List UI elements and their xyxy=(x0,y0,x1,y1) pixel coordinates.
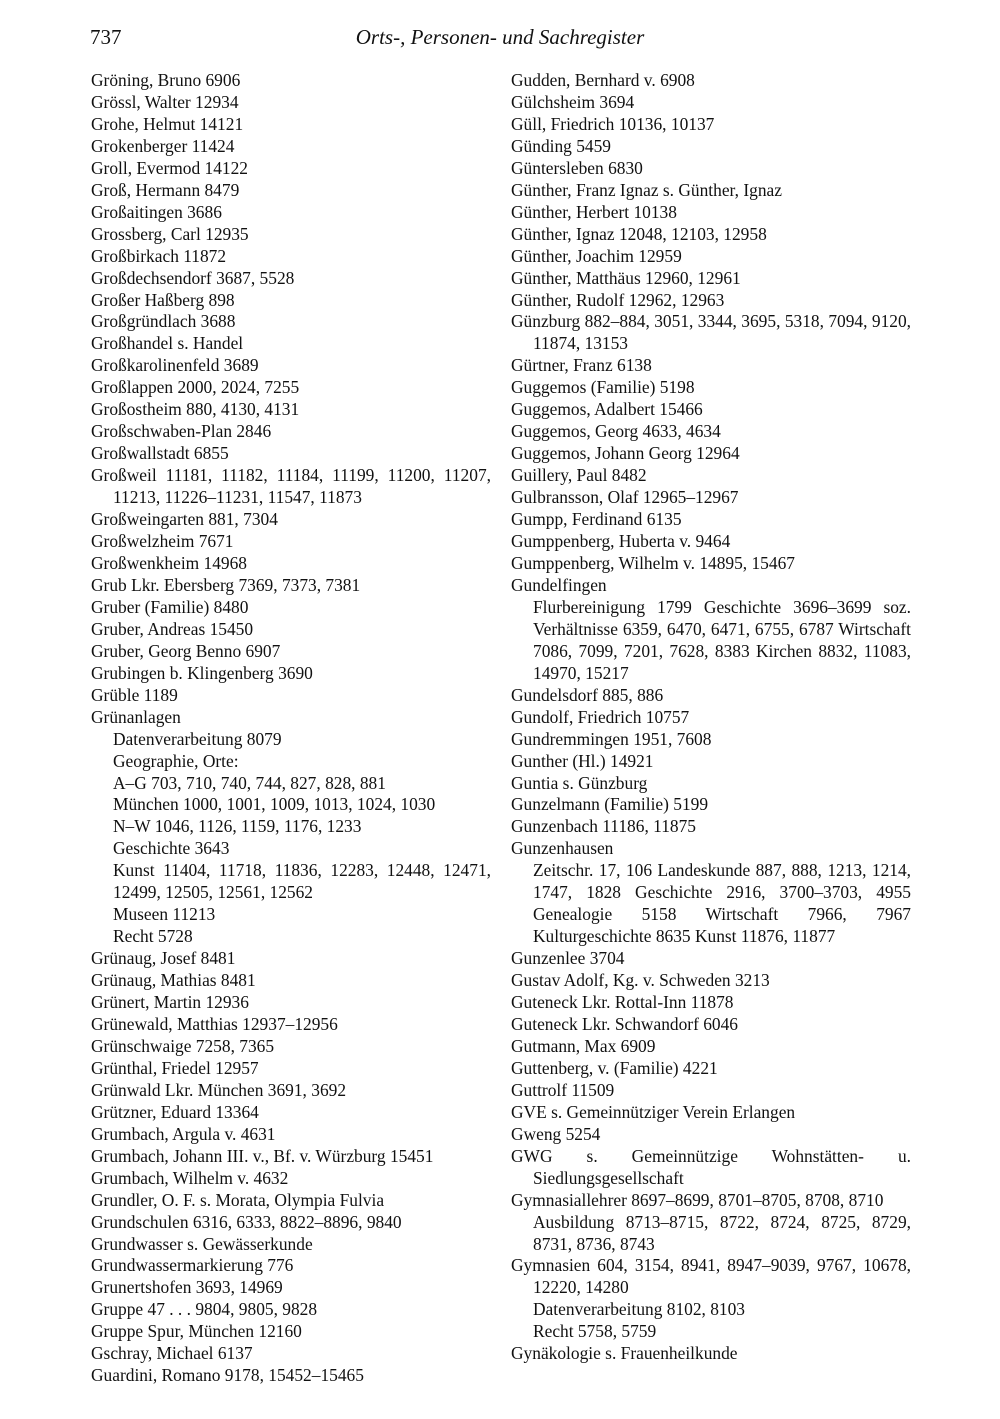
index-entry: Günther, Franz Ignaz s. Günther, Ignaz xyxy=(511,179,782,200)
index-entry: Großdechsendorf 3687, 5528 xyxy=(91,267,295,288)
index-entry: Groll, Evermod 14122 xyxy=(91,157,248,178)
index-entry: Großweil 11181, 11182, 11184, 11199, 11200, 11207, 11213, 11226–11231, 11547, 11873 xyxy=(91,465,491,508)
index-entry: Großwenkheim 14968 xyxy=(91,552,248,573)
index-entry: Grumbach, Wilhelm v. 4632 xyxy=(91,1167,289,1188)
index-entry: Günzburg 882–884, 3051, 3344, 3695, 5318, 7094, 9120, 11874, 13153 xyxy=(511,311,911,354)
index-entry: Gumppenberg, Huberta v. 9464 xyxy=(511,531,731,552)
index-entry: Grünwald Lkr. München 3691, 3692 xyxy=(91,1079,347,1100)
index-entry: Großbirkach 11872 xyxy=(91,245,227,266)
index-subentry: Museen 11213 xyxy=(113,904,216,925)
index-entry: Guggemos, Adalbert 15466 xyxy=(511,399,703,420)
index-entry: Gumpp, Ferdinand 6135 xyxy=(511,509,682,530)
index-entry: Gröning, Bruno 6906 xyxy=(91,70,241,90)
index-entry: Günther, Matthäus 12960, 12961 xyxy=(511,267,741,288)
index-entry: Gunther (Hl.) 14921 xyxy=(511,750,654,771)
index-entry: Guteneck Lkr. Rottal-Inn 11878 xyxy=(511,992,734,1013)
index-entry: Guggemos, Georg 4633, 4634 xyxy=(511,421,721,442)
index-entry: Grunertshofen 3693, 14969 xyxy=(91,1277,283,1298)
index-entry: Guardini, Romano 9178, 15452–15465 xyxy=(91,1365,364,1386)
index-entry: Guttenberg, v. (Familie) 4221 xyxy=(511,1057,718,1078)
index-entry: Grünaug, Mathias 8481 xyxy=(91,970,256,991)
index-entry: Grünewald, Matthias 12937–12956 xyxy=(91,1013,338,1034)
index-entry: Gundelsdorf 885, 886 xyxy=(511,684,664,705)
index-entry: Gweng 5254 xyxy=(511,1123,601,1144)
index-column-left xyxy=(91,70,491,1387)
index-entry: Gundolf, Friedrich 10757 xyxy=(511,706,690,727)
index-entry: Günther, Rudolf 12962, 12963 xyxy=(511,289,725,310)
index-entry: Grokenberger 11424 xyxy=(91,135,235,156)
index-entry: Grünschwaige 7258, 7365 xyxy=(91,1035,275,1056)
index-entry: Gürtner, Franz 6138 xyxy=(511,355,652,376)
index-entry: GVE s. Gemeinnütziger Verein Erlangen xyxy=(511,1101,796,1122)
page-header xyxy=(90,22,910,52)
index-entry: Gundelfingen xyxy=(511,574,607,595)
index-entry: Gundremmingen 1951, 7608 xyxy=(511,728,712,749)
index-entry: Grützner, Eduard 13364 xyxy=(91,1101,259,1122)
index-entry: Grundwassermarkierung 776 xyxy=(91,1255,294,1276)
index-subentry: A–G 703, 710, 740, 744, 827, 828, 881 xyxy=(113,772,386,793)
index-entry: Großhandel s. Handel xyxy=(91,333,244,354)
index-entry: Gymnasiallehrer 8697–8699, 8701–8705, 8708, 8710 xyxy=(511,1189,884,1210)
index-entry: Guggemos, Johann Georg 12964 xyxy=(511,443,740,464)
index-entry: Günther, Ignaz 12048, 12103, 12958 xyxy=(511,223,767,244)
index-entry: Großlappen 2000, 2024, 7255 xyxy=(91,377,300,398)
index-entry: Großaitingen 3686 xyxy=(91,201,222,222)
page-number: 737 xyxy=(90,25,122,49)
index-entry: Gruber, Andreas 15450 xyxy=(91,618,254,639)
index-subentry: Datenverarbeitung 8102, 8103 xyxy=(533,1299,746,1320)
index-entry: Grundwasser s. Gewässerkunde xyxy=(91,1233,313,1254)
index-entry: Grünanlagen xyxy=(91,706,181,727)
index-subentry: Flurbereinigung 1799 Geschichte 3696–3699 soz. Verhältnisse 6359, 6470, 6471, 6755, 6787 Wirtschaft 7086, 7099, 7201, 7628, 8383 Kirchen 8832, 11083, 14970, 15217 xyxy=(533,596,911,683)
index-entry: Großkarolinenfeld 3689 xyxy=(91,355,259,376)
index-entry: Grünthal, Friedel 12957 xyxy=(91,1057,259,1078)
index-entry: Gutmann, Max 6909 xyxy=(511,1035,656,1056)
index-entry: Guttrolf 11509 xyxy=(511,1079,615,1100)
index-entry: Grohe, Helmut 14121 xyxy=(91,113,244,134)
index-entry: Grubingen b. Klingenberg 3690 xyxy=(91,662,313,683)
index-entry: Gunzenbach 11186, 11875 xyxy=(511,816,696,837)
index-entry: Gruber, Georg Benno 6907 xyxy=(91,640,281,661)
index-entry: Großostheim 880, 4130, 4131 xyxy=(91,399,300,420)
index-entry: Gülchsheim 3694 xyxy=(511,91,635,112)
index-subentry: N–W 1046, 1126, 1159, 1176, 1233 xyxy=(113,816,362,837)
index-entry: Grünert, Martin 12936 xyxy=(91,992,249,1013)
index-entry: Groß, Hermann 8479 xyxy=(91,179,240,200)
index-entry: Gruber (Familie) 8480 xyxy=(91,596,249,617)
index-entry: Günther, Joachim 12959 xyxy=(511,245,682,266)
index-entry: Grossberg, Carl 12935 xyxy=(91,223,249,244)
index-entry: Günther, Herbert 10138 xyxy=(511,201,677,222)
index-entry: Grössl, Walter 12934 xyxy=(91,91,239,112)
index-entry: Gunzenlee 3704 xyxy=(511,948,625,969)
index-entry: Gruppe 47 . . . 9804, 9805, 9828 xyxy=(91,1299,318,1320)
index-entry: Gudden, Bernhard v. 6908 xyxy=(511,70,695,90)
index-subentry: Geschichte 3643 xyxy=(113,838,230,859)
index-entry: Großwelzheim 7671 xyxy=(91,531,234,552)
index-entry: Grundler, O. F. s. Morata, Olympia Fulvia xyxy=(91,1189,385,1210)
index-entry: Guggemos (Familie) 5198 xyxy=(511,377,695,398)
index-entry: Großwallstadt 6855 xyxy=(91,443,229,464)
index-entry: Großgründlach 3688 xyxy=(91,311,236,332)
index-entry: Guteneck Lkr. Schwandorf 6046 xyxy=(511,1013,738,1034)
index-subentry: Geographie, Orte: xyxy=(113,750,239,771)
index-entry: Gymnasien 604, 3154, 8941, 8947–9039, 9767, 10678, 12220, 14280 xyxy=(511,1255,911,1298)
index-entry: Gunzenhausen xyxy=(511,838,614,859)
index-entry: Grünaug, Josef 8481 xyxy=(91,948,236,969)
index-entry: Güntersleben 6830 xyxy=(511,157,643,178)
index-entry: Günding 5459 xyxy=(511,135,611,156)
index-entry: Güll, Friedrich 10136, 10137 xyxy=(511,113,715,134)
running-title: Orts-, Personen- und Sachregister xyxy=(355,25,645,49)
index-subentry: München 1000, 1001, 1009, 1013, 1024, 1030 xyxy=(113,794,436,815)
index-entry: Gustav Adolf, Kg. v. Schweden 3213 xyxy=(511,970,770,991)
index-entry: Gunzelmann (Familie) 5199 xyxy=(511,794,709,815)
index-entry: Grub Lkr. Ebersberg 7369, 7373, 7381 xyxy=(91,574,361,595)
index-entry: Gynäkologie s. Frauenheilkunde xyxy=(511,1343,738,1364)
index-subentry: Ausbildung 8713–8715, 8722, 8724, 8725, 8729, 8731, 8736, 8743 xyxy=(533,1211,911,1254)
index-subentry: Recht 5758, 5759 xyxy=(533,1321,657,1342)
index-entry: Grundschulen 6316, 6333, 8822–8896, 9840 xyxy=(91,1211,402,1232)
index-subentry: Recht 5728 xyxy=(113,926,193,947)
index-entry: GWG s. Gemeinnützige Wohnstätten- u. Siedlungsgesellschaft xyxy=(511,1145,911,1188)
index-entry: Gulbransson, Olaf 12965–12967 xyxy=(511,487,739,508)
index-entry: Guillery, Paul 8482 xyxy=(511,465,647,486)
index-entry: Guntia s. Günzburg xyxy=(511,772,648,793)
index-subentry: Kunst 11404, 11718, 11836, 12283, 12448, 12471, 12499, 12505, 12561, 12562 xyxy=(113,860,491,903)
index-entry: Gumppenberg, Wilhelm v. 14895, 15467 xyxy=(511,552,795,573)
index-entry: Grumbach, Argula v. 4631 xyxy=(91,1123,276,1144)
index-subentry: Zeitschr. 17, 106 Landeskunde 887, 888, 1213, 1214, 1747, 1828 Geschichte 2916, 3700–3703, 4955 Genealogie 5158 Wirtschaft 7966, 7967 Kulturgeschichte 8635 Kunst 11876, 11877 xyxy=(533,860,911,947)
index-entry: Gschray, Michael 6137 xyxy=(91,1343,253,1364)
index-subentry: Datenverarbeitung 8079 xyxy=(113,728,282,749)
index-entry: Gruppe Spur, München 12160 xyxy=(91,1321,302,1342)
index-entry: Grüble 1189 xyxy=(91,684,178,705)
index-column-right xyxy=(511,70,911,1365)
index-entry: Großschwaben-Plan 2846 xyxy=(91,421,272,442)
index-entry: Großer Haßberg 898 xyxy=(91,289,235,310)
index-entry: Großweingarten 881, 7304 xyxy=(91,509,278,530)
index-entry: Grumbach, Johann III. v., Bf. v. Würzburg 15451 xyxy=(91,1145,434,1166)
